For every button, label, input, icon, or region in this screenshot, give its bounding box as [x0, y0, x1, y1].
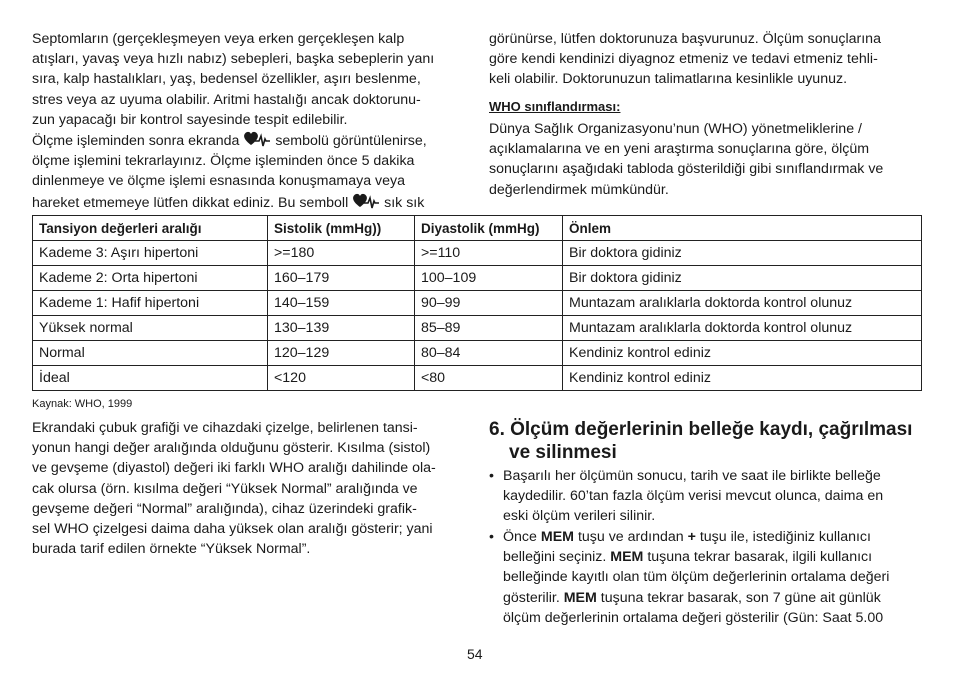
text-line: atışları, yavaş veya hızlı nabız) sebepleri, başka sebeplerin yanı: [32, 51, 435, 68]
text-line: gevşeme değeri “Normal” aralığında), cihaz üzerindeki grafik-: [32, 500, 417, 517]
mem-key-label: MEM: [610, 549, 644, 566]
table-cell: Kademe 1: Hafif hipertoni: [33, 291, 268, 316]
arrhythmia-paragraph: [32, 29, 462, 213]
table-cell: <80: [415, 366, 563, 391]
text-line: burada tarif edilen örnekte “Yüksek Normal”.: [32, 541, 311, 558]
text-line: Ekrandaki çubuk grafiği ve cihazdaki çizelge, belirlenen tansi-: [32, 420, 418, 436]
column-header: Sistolik (mmHg)): [268, 216, 415, 241]
arrhythmia-heart-icon: [352, 192, 380, 210]
text-line: sonuçlarını aşağıdaki tabloda gösterildiği gibi sınıflandırmak ve: [489, 161, 884, 178]
text-line-with-icon: Ölçme işleminden sonra ekranda sembolü görüntülenirse,: [32, 130, 462, 151]
table-cell: Bir doktora gidiniz: [563, 241, 922, 266]
mem-key-label: MEM: [540, 529, 574, 545]
table-cell: Kademe 2: Orta hipertoni: [33, 266, 268, 291]
table-cell: 90–99: [415, 291, 563, 316]
text-line: göre kendi kendinizi diyagnoz etmeniz ve tedavi etmeniz tehli-: [489, 51, 878, 68]
doctor-advice-paragraph: [489, 29, 924, 90]
table-cell: 130–139: [268, 316, 415, 341]
text-line: Dünya Sağlık Organizasyonu’nun (WHO) yönetmeliklerine /: [489, 121, 862, 137]
table-cell: 160–179: [268, 266, 415, 291]
arrhythmia-heart-icon: [243, 130, 271, 148]
table-cell: 120–129: [268, 341, 415, 366]
text-line: belleğini seçiniz. MEM tuşuna tekrar basarak, ilgili kullanıcı: [503, 549, 873, 566]
text-line: Önce MEM tuşu ve ardından + tuşu ile, istediğiniz kullanıcı: [503, 529, 871, 545]
text-line: açıklamalarına ve en yeni araştırma sonuçlarına göre, ölçüm: [489, 141, 870, 158]
text-line: yonun hangi değer aralığında olduğunu gösterir. Kısılma (sistol): [32, 440, 431, 457]
table-cell: Yüksek normal: [33, 316, 268, 341]
table-cell: Bir doktora gidiniz: [563, 266, 922, 291]
who-heading: WHO sınıflandırması:: [489, 99, 621, 114]
text-line: görünürse, lütfen doktorunuza başvurunuz. Ölçüm sonuçlarına: [489, 31, 881, 47]
table-row: [33, 366, 922, 391]
text-line: Septomların (gerçekleşmeyen veya erken gerçekleşen kalp: [32, 31, 405, 47]
text-line: değerlendirmek mümkündür.: [489, 181, 669, 198]
column-header: Diyastolik (mmHg): [415, 216, 563, 241]
text-line: keli olabilir. Doktorunuzun talimatlarına kesinlikle uyunuz.: [489, 71, 848, 88]
page-number: 54: [467, 646, 483, 662]
table-cell: >=110: [415, 241, 563, 266]
bar-graph-paragraph: [32, 418, 467, 559]
table-header-row: [33, 216, 922, 241]
who-classification-table: [32, 215, 922, 391]
text-line: sel WHO çizelgesi daima daha yüksek olan aralığı gösterir; yani: [32, 521, 433, 538]
table-cell: Muntazam aralıklarla doktorda kontrol olunuz: [563, 316, 922, 341]
table-cell: Muntazam aralıklarla doktorda kontrol olunuz: [563, 291, 922, 316]
column-header: Önlem: [563, 216, 922, 241]
text-line: belleğinde kayıtlı olan tüm ölçüm değerlerinin ortalama değeri: [503, 569, 890, 586]
table-source-note: Kaynak: WHO, 1999: [32, 398, 133, 410]
table-cell: <120: [268, 366, 415, 391]
bullet-item: [489, 466, 924, 528]
table-row: [33, 266, 922, 291]
table-cell: Kademe 3: Aşırı hipertoni: [33, 241, 268, 266]
mem-key-label: MEM: [563, 589, 597, 606]
table-cell: 140–159: [268, 291, 415, 316]
text-line: kaydedilir. 60’tan fazla ölçüm verisi mevcut olunca, daima en: [503, 488, 884, 505]
text-line: Başarılı her ölçümün sonucu, tarih ve saat ile birlikte belleğe: [503, 468, 881, 484]
plus-key-label: +: [687, 529, 696, 545]
table-row: [33, 341, 922, 366]
table-cell: Kendiniz kontrol ediniz: [563, 366, 922, 391]
table-cell: Normal: [33, 341, 268, 366]
text-line-with-icon: hareket etmemeye lütfen dikkat ediniz. Bu semboll sık sık: [32, 192, 462, 213]
text-line: ölçme işlemini tekrarlayınız. Ölçme işleminden önce 5 dakika: [32, 153, 415, 170]
text-line: zun yapacağı bir kontrol sayesinde tespit edilebilir.: [32, 111, 348, 128]
table-row: [33, 241, 922, 266]
text-line: stres veya az uyuma olabilir. Aritmi hastalığı ancak doktorunu-: [32, 91, 421, 108]
text-line: gösterilir. MEM tuşuna tekrar basarak, son 7 güne ait günlük: [503, 589, 881, 606]
column-header: Tansiyon değerleri aralığı: [33, 216, 268, 241]
text-line: sıra, kalp hastalıkları, yaş, bedensel özellikler, aşırı beslenme,: [32, 71, 421, 88]
bullet-marker: •: [489, 529, 494, 545]
table-cell: 80–84: [415, 341, 563, 366]
text-line: dinlenmeye ve ölçme işlemi esnasında konuşmamaya veya: [32, 173, 405, 190]
text-line: ve gevşeme (diyastol) değeri iki farklı WHO aralığı dahilinde ola-: [32, 460, 436, 477]
text-line: ölçüm değerlerinin ortalama değeri gösterilir (Gün: Saat 5.00: [503, 609, 884, 626]
table-cell: 85–89: [415, 316, 563, 341]
table-row: [33, 291, 922, 316]
table-row: [33, 316, 922, 341]
section-heading: 6. Ölçüm değerlerinin belleğe kaydı, çağrılması ve silinmesi: [489, 419, 913, 463]
table-cell: Kendiniz kontrol ediniz: [563, 341, 922, 366]
table-cell: İdeal: [33, 366, 268, 391]
bullet-item: [489, 527, 924, 629]
text-line: eski ölçüm verileri silinir.: [503, 508, 656, 525]
table-cell: >=180: [268, 241, 415, 266]
who-paragraph: [489, 119, 924, 200]
bullet-marker: •: [489, 468, 494, 484]
table-cell: 100–109: [415, 266, 563, 291]
text-line: cak olursa (örn. kısılma değeri “Yüksek Normal” aralığında ve: [32, 480, 418, 497]
